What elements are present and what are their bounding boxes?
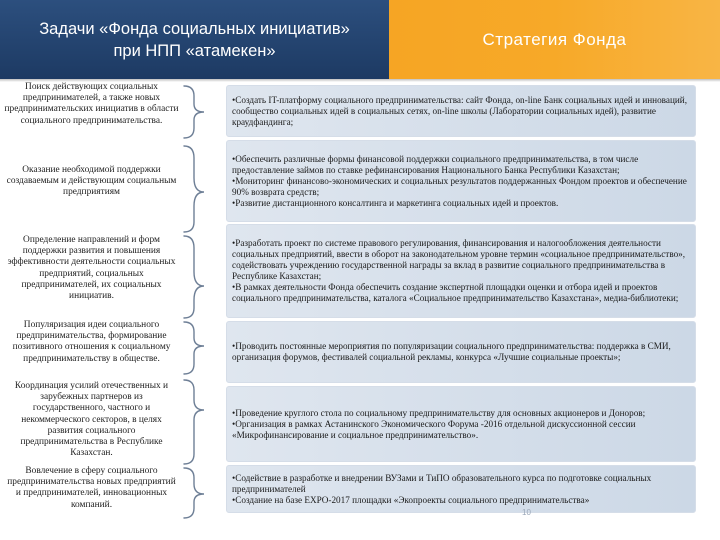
braces-connector — [180, 82, 226, 522]
header — [0, 0, 720, 79]
brace — [184, 322, 204, 374]
strategy-point: •Проводить постоянные мероприятия по популяризации социального предпринимательства: поддержка в СМИ, организация форумов, фестивалей социальной рекламы, конкурса «Лучшие социальные проекты»; — [232, 341, 671, 362]
strategy-point: •В рамках деятельности Фонда обеспечить создание экспертной площадки оценки и отбора идей и проектов социального предпринимательства, каталога «Социальное предпринимательство Казахстана», медиа-библиотеки; — [232, 282, 679, 303]
page-number: 10 — [522, 508, 531, 517]
brace — [184, 236, 204, 318]
strategy-point: •Проведение круглого стола по социальному предпринимательству для основных акционеров и Доноров; — [232, 407, 646, 418]
tasks-heading: Задачи «Фонда социальных инициатив» при НПП «атамекен» — [39, 19, 350, 60]
task-item: Определение направлений и форм поддержки развития и повышения эффективности деятельности социальных предприятий, социальных предпринимателей, их социальных инициатив. — [7, 235, 176, 302]
task-item: Поиск действующих социальных предпринимателей, а также новых предпринимательских инициатив в области социального предпринимательства. — [4, 82, 179, 126]
brace — [184, 86, 204, 138]
strategy-box — [226, 386, 696, 462]
strategy-box — [226, 321, 696, 383]
task-item: Оказание необходимой поддержки создаваемым и действующим социальным предприятиям — [6, 165, 177, 198]
strategy-point: •Обеспечить различные формы финансовой поддержки социального предпринимательства, в том числе предоставление займов по ставке рефинансирования Национального Банка Республики Казахстан; — [232, 153, 639, 175]
task-item: Координация усилий отечественных и зарубежных партнеров из государственного, частного и некоммерческого секторов, в целях развития социального предпринимательства в Республике Казахстан. — [14, 381, 169, 459]
strategy-point: •Развитие дистанционного консалтинга и маркетинга социальных идей и проектов. — [232, 197, 559, 208]
strategy-box — [226, 140, 696, 222]
header-tasks-banner — [0, 0, 389, 79]
brace — [184, 380, 204, 464]
brace — [184, 146, 204, 232]
strategy-point: •Мониторинг финансово-экономических и социальных результатов поддержанных Фондом проектов и обеспечение 90% возврата средств; — [232, 175, 687, 197]
strategy-box — [226, 85, 696, 137]
strategy-point: •Разработать проект по системе правового регулирования, финансирования и налогообложения деятельности социальных предприятий, ввести в оборот на законодательном уровне термин «социальное предпринимательство», содействовать учреждению государственной награды за вклад в развитие социального предпринимательства в Республике Казахстан; — [232, 238, 686, 281]
strategy-box — [226, 224, 696, 318]
strategy-box — [226, 465, 696, 513]
header-strategy-banner — [389, 0, 720, 79]
brace — [184, 468, 204, 518]
strategy-heading: Стратегия Фонда — [482, 29, 627, 49]
strategy-point: •Создать IT-платформу социального предпринимательства: сайт Фонда, on-line Банк социальных идей и инноваций, сообщество социальных идей в социальных сетях, on-line школы (Лаборатории социальных идей), развитие краудфандинга; — [232, 94, 688, 127]
task-item: Популяризация идеи социального предпринимательства, формирование позитивного отношения к социальному предпринимательству в обществе. — [12, 320, 171, 364]
task-item: Вовлечение в сферу социального предпринимательства новых предприятий и предпринимателей, инновационных компаний. — [7, 466, 176, 510]
strategy-point: •Организация в рамках Астанинского Экономического Форума -2016 отдельной дискуссионной сессии «Микрофинансирование и социальное предпринимательство». — [232, 418, 636, 440]
strategy-point: •Создание на базе EXPO-2017 площадки «Экопроекты социального предпринимательства» — [232, 494, 590, 505]
strategy-point: •Содействие в разработке и внедрении ВУЗами и ТиПО образовательного курса по подготовке социальных предпринимателей — [232, 472, 652, 494]
